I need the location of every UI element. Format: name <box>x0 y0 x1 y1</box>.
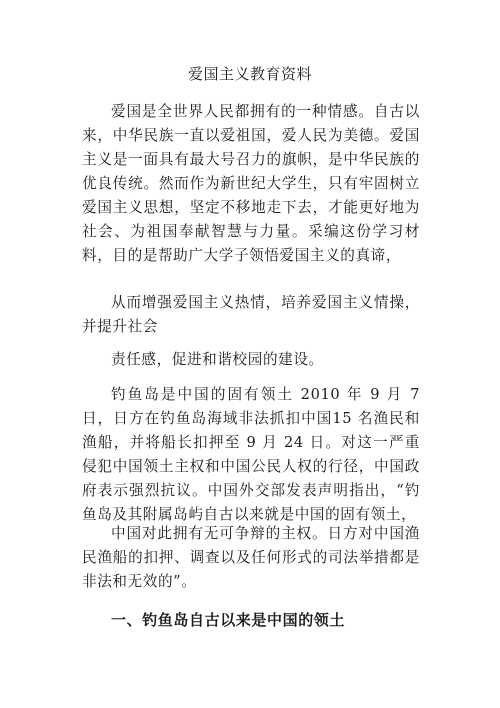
paragraph-enhance: 从而增强爱国主义热情，培养爱国主义情操，并提升社会 <box>82 294 420 335</box>
paragraph-intro: 爱国是全世界人民都拥有的一种情感。自古以来，中华民族一直以爱祖国，爱人民为美德。爱国主义是一面具有最大号召力的旗帜，是中华民族的优良传统。然而作为新世纪大学生，只有牢固树立爱国主义思想，坚定不移地走下去，才能更好地为社会、为祖国奉献智慧与力量。采编这份学习材料，目的是帮助广大学子领悟爱国主义的真谛， <box>82 103 420 264</box>
section-heading: 一、钓鱼岛自古以来是中国的领土 <box>111 611 346 629</box>
paragraph-sovereignty: 中国对此拥有无可争辩的主权。日方对中国渔民渔船的扣押、调查以及任何形式的司法举措都是非法和无效的”。 <box>82 525 420 590</box>
paragraph-diaoyu-incident: 钓鱼岛是中国的固有领土 2010 年 9 月 7 日，日方在钓鱼岛海域非法抓扣中国15 名渔民和渔船，并将船长扣押至 9 月 24 日。对这一严重侵犯中国领土主权和中国公民人权的行径，中国政府表示强烈抗议。中国外交部发表声明指出，“钓鱼岛及其附属岛屿自古以来就是中国的固有领土， <box>82 386 420 523</box>
document-title: 爱国主义教育资料 <box>187 65 312 83</box>
paragraph-responsibility: 责任感，促进和谐校园的建设。 <box>111 351 324 368</box>
